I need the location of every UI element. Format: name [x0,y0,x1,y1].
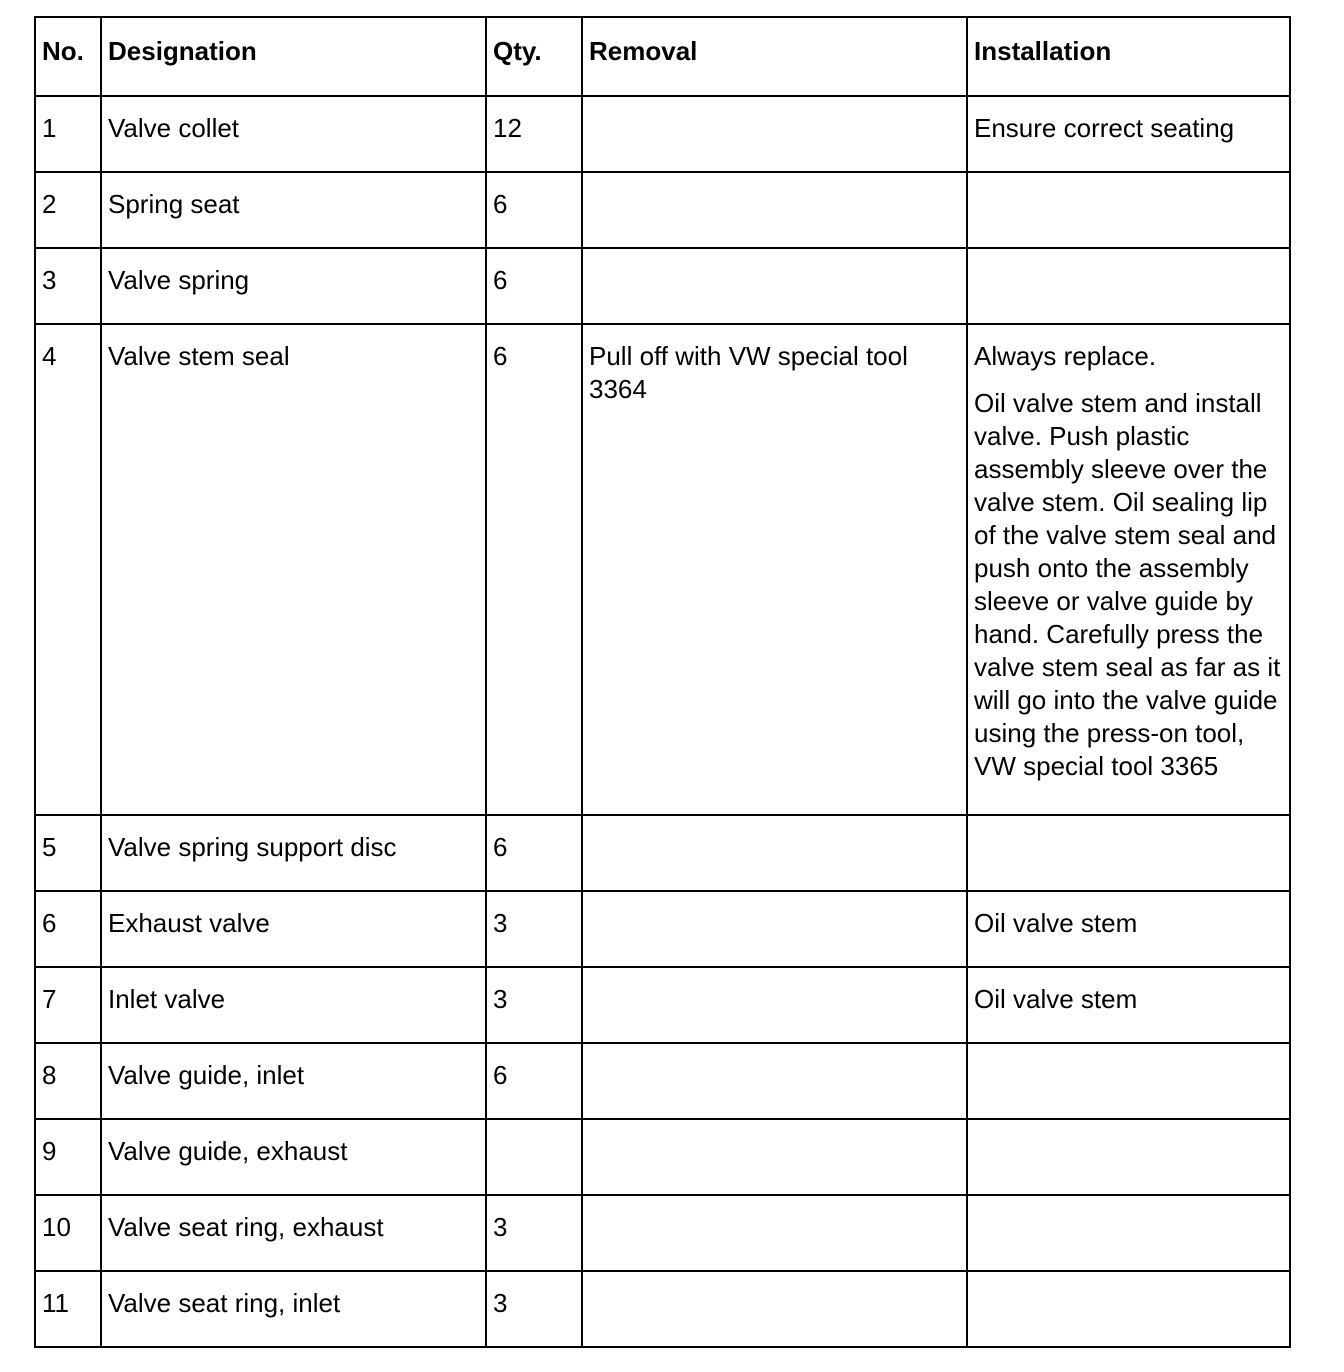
cell-qty: 6 [486,248,582,324]
cell-installation [967,1043,1290,1119]
cell-designation: Inlet valve [101,967,486,1043]
table-row [35,891,1290,967]
table-row [35,248,1290,324]
cell-removal [582,967,967,1043]
cell-designation: Valve spring support disc [101,815,486,891]
cell-removal [582,172,967,248]
cell-removal [582,1271,967,1347]
installation-paragraph: Oil valve stem [974,984,1138,1014]
cell-installation [967,891,1290,967]
cell-designation: Valve collet [101,96,486,172]
cell-designation: Valve guide, exhaust [101,1119,486,1195]
cell-qty: 12 [486,96,582,172]
cell-qty: 6 [486,172,582,248]
cell-no: 3 [35,248,101,324]
cell-no: 2 [35,172,101,248]
cell-installation [967,1271,1290,1347]
installation-paragraph: Oil valve stem [974,908,1138,938]
table-row [35,1119,1290,1195]
cell-installation [967,324,1290,815]
table-body [35,96,1290,1347]
table-header-row [35,17,1290,96]
table-row [35,1271,1290,1347]
cell-designation: Valve stem seal [101,324,486,815]
cell-removal [582,248,967,324]
cell-qty: 3 [486,891,582,967]
parts-table [34,16,1291,1348]
cell-no: 7 [35,967,101,1043]
table-row [35,1043,1290,1119]
header-designation: Designation [101,17,486,96]
cell-removal [582,815,967,891]
table-row [35,324,1290,815]
cell-installation [967,172,1290,248]
cell-designation: Valve seat ring, inlet [101,1271,486,1347]
cell-designation: Spring seat [101,172,486,248]
cell-qty: 3 [486,1195,582,1271]
cell-no: 9 [35,1119,101,1195]
cell-qty: 6 [486,324,582,815]
cell-installation [967,248,1290,324]
cell-qty [486,1119,582,1195]
cell-designation: Valve seat ring, exhaust [101,1195,486,1271]
header-no: No. [35,17,101,96]
cell-no: 5 [35,815,101,891]
table-row [35,1195,1290,1271]
table-row [35,815,1290,891]
cell-removal [582,1119,967,1195]
cell-installation [967,1195,1290,1271]
installation-paragraph: Always replace. [974,341,1157,371]
cell-removal [582,1043,967,1119]
installation-paragraph: Oil valve stem and install valve. Push plastic assembly sleeve over the valve stem. Oil sealing lip of the valve stem seal and push onto the assembly sleeve or valve guide by hand. Carefully press the valve stem seal as far as it will go into the valve guide using the press-on tool, VW special tool 3365 [974,388,1281,781]
header-qty: Qty. [486,17,582,96]
cell-designation: Valve guide, inlet [101,1043,486,1119]
cell-qty: 6 [486,815,582,891]
cell-qty: 3 [486,1271,582,1347]
table-row [35,172,1290,248]
installation-paragraph: Ensure correct seating [974,113,1235,143]
cell-removal [582,1195,967,1271]
cell-no: 6 [35,891,101,967]
header-installation: Installation [967,17,1290,96]
cell-qty: 6 [486,1043,582,1119]
cell-installation [967,967,1290,1043]
cell-removal [582,96,967,172]
cell-installation [967,96,1290,172]
cell-installation [967,815,1290,891]
table-row [35,967,1290,1043]
cell-no: 10 [35,1195,101,1271]
table-row [35,96,1290,172]
header-removal: Removal [582,17,967,96]
cell-no: 4 [35,324,101,815]
cell-designation: Valve spring [101,248,486,324]
cell-installation [967,1119,1290,1195]
cell-designation: Exhaust valve [101,891,486,967]
cell-qty: 3 [486,967,582,1043]
cell-no: 11 [35,1271,101,1347]
cell-removal [582,891,967,967]
cell-no: 8 [35,1043,101,1119]
cell-removal: Pull off with VW special tool 3364 [582,324,967,815]
cell-no: 1 [35,96,101,172]
